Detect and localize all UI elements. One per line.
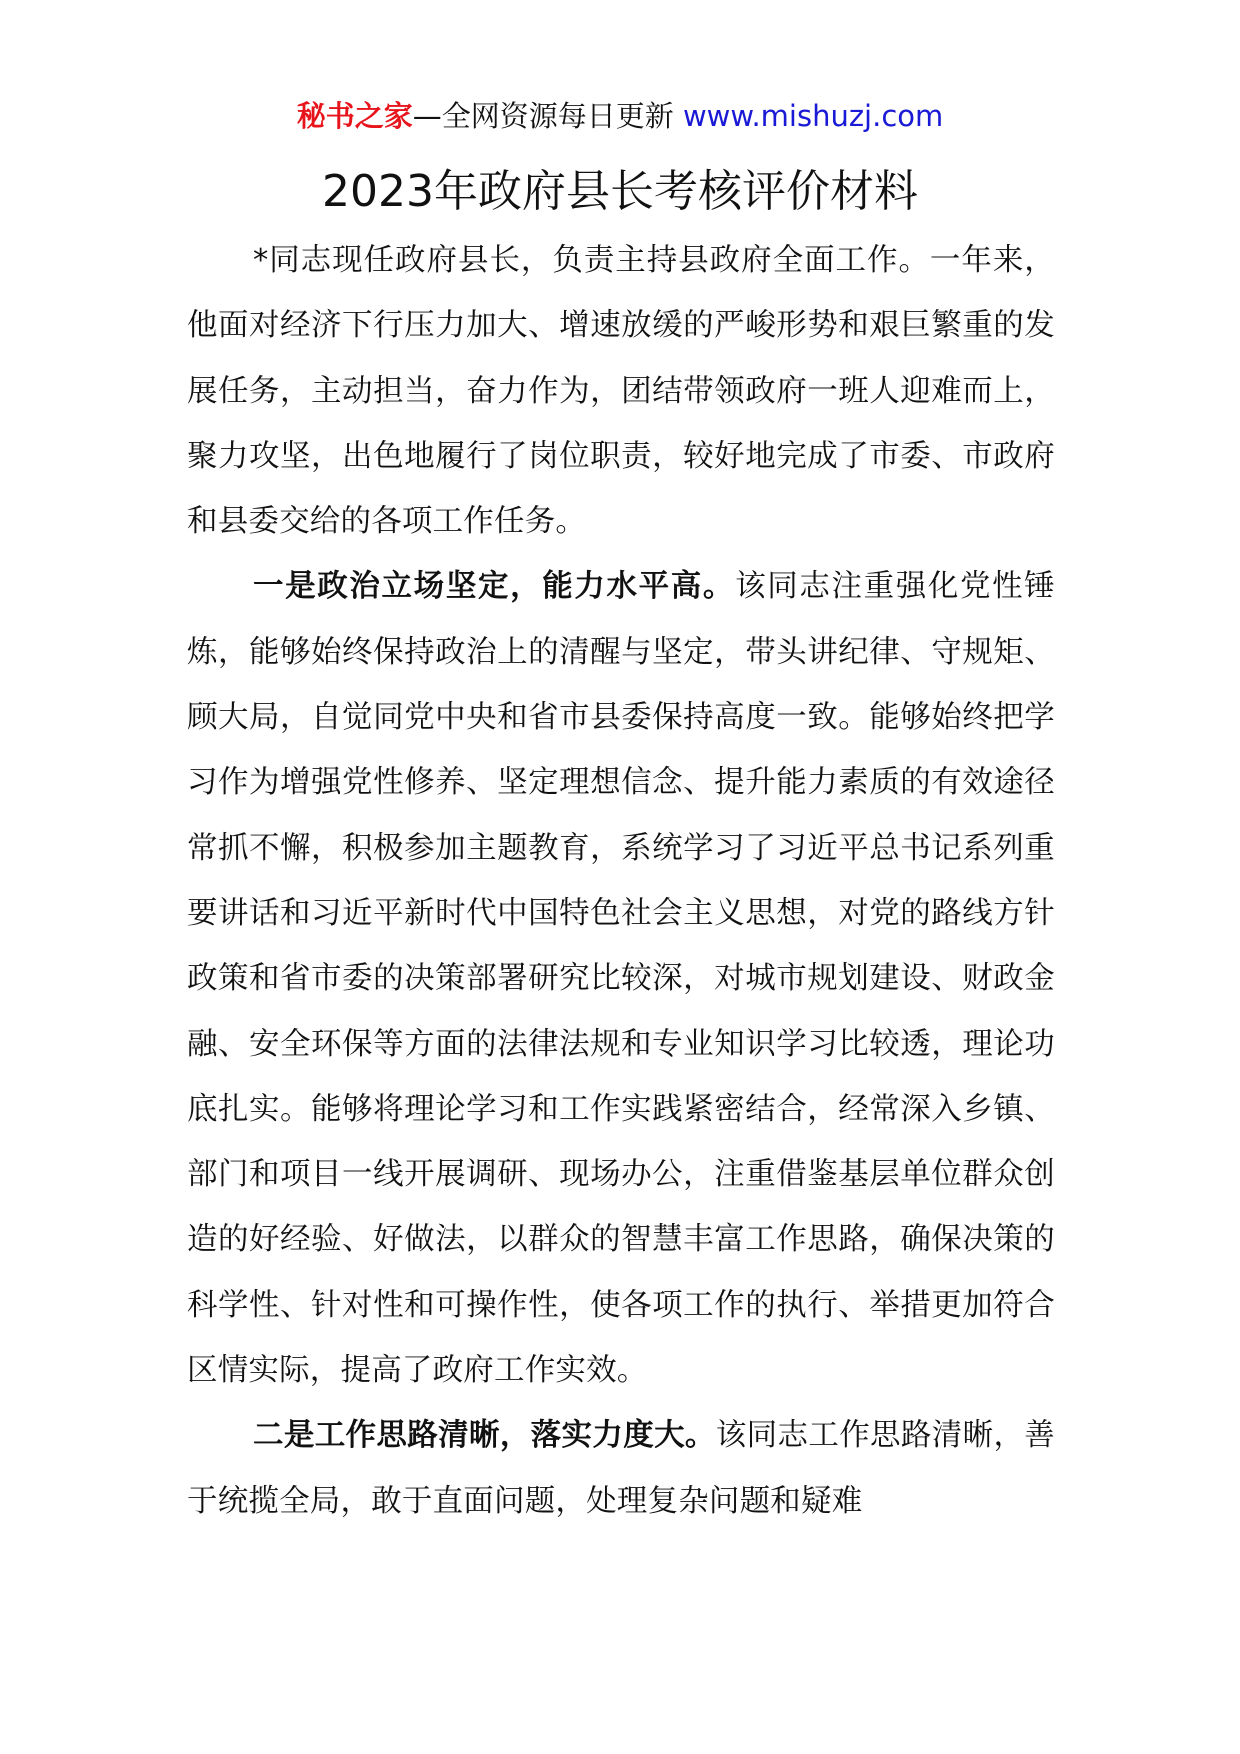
paragraph-text: 该同志工作思路清晰，善于统揽全局，敢于直面问题，处理复杂问题和疑难 xyxy=(187,1418,1055,1519)
site-tagline: —全网资源每日更新 xyxy=(412,99,674,133)
paragraph-work-approach xyxy=(187,1403,1055,1534)
site-header xyxy=(0,96,1240,136)
paragraph-text: *同志现任政府县长，负责主持县政府全面工作。一年来，他面对经济下行压力加大、增速放缓的严峻形势和艰巨繁重的发展任务，主动担当，奋力作为，团结带领政府一班人迎难而上，聚力攻坚，出色地履行了岗位职责，较好地完成了市委、市政府和县委交给的各项工作任务。 xyxy=(187,243,1055,540)
paragraph-intro xyxy=(187,228,1055,554)
paragraph-political-stance xyxy=(187,554,1055,1403)
document-body xyxy=(187,228,1055,1534)
paragraph-heading: 一是政治立场坚定，能力水平高。 xyxy=(253,569,736,605)
paragraph-text: 该同志注重强化党性锤炼，能够始终保持政治上的清醒与坚定，带头讲纪律、守规矩、顾大局，自觉同党中央和省市县委保持高度一致。能够始终把学习作为增强党性修养、坚定理想信念、提升能力素质的有效途径常抓不懈，积极参加主题教育，系统学习了习近平总书记系列重要讲话和习近平新时代中国特色社会主义思想，对党的路线方针政策和省市委的决策部署研究比较深，对城市规划建设、财政金融、安全环保等方面的法律法规和专业知识学习比较透，理论功底扎实。能够将理论学习和工作实践紧密结合，经常深入乡镇、部门和项目一线开展调研、现场办公，注重借鉴基层单位群众创造的好经验、好做法，以群众的智慧丰富工作思路，确保决策的科学性、针对性和可操作性，使各项工作的执行、举措更加符合区情实际，提高了政府工作实效。 xyxy=(187,569,1055,1389)
paragraph-heading: 二是工作思路清晰，落实力度大。 xyxy=(253,1418,716,1454)
site-name: 秘书之家 xyxy=(296,99,413,133)
site-url-link[interactable]: www.mishuzj.com xyxy=(682,99,944,133)
document-title: 2023年政府县长考核评价材料 xyxy=(322,166,918,217)
